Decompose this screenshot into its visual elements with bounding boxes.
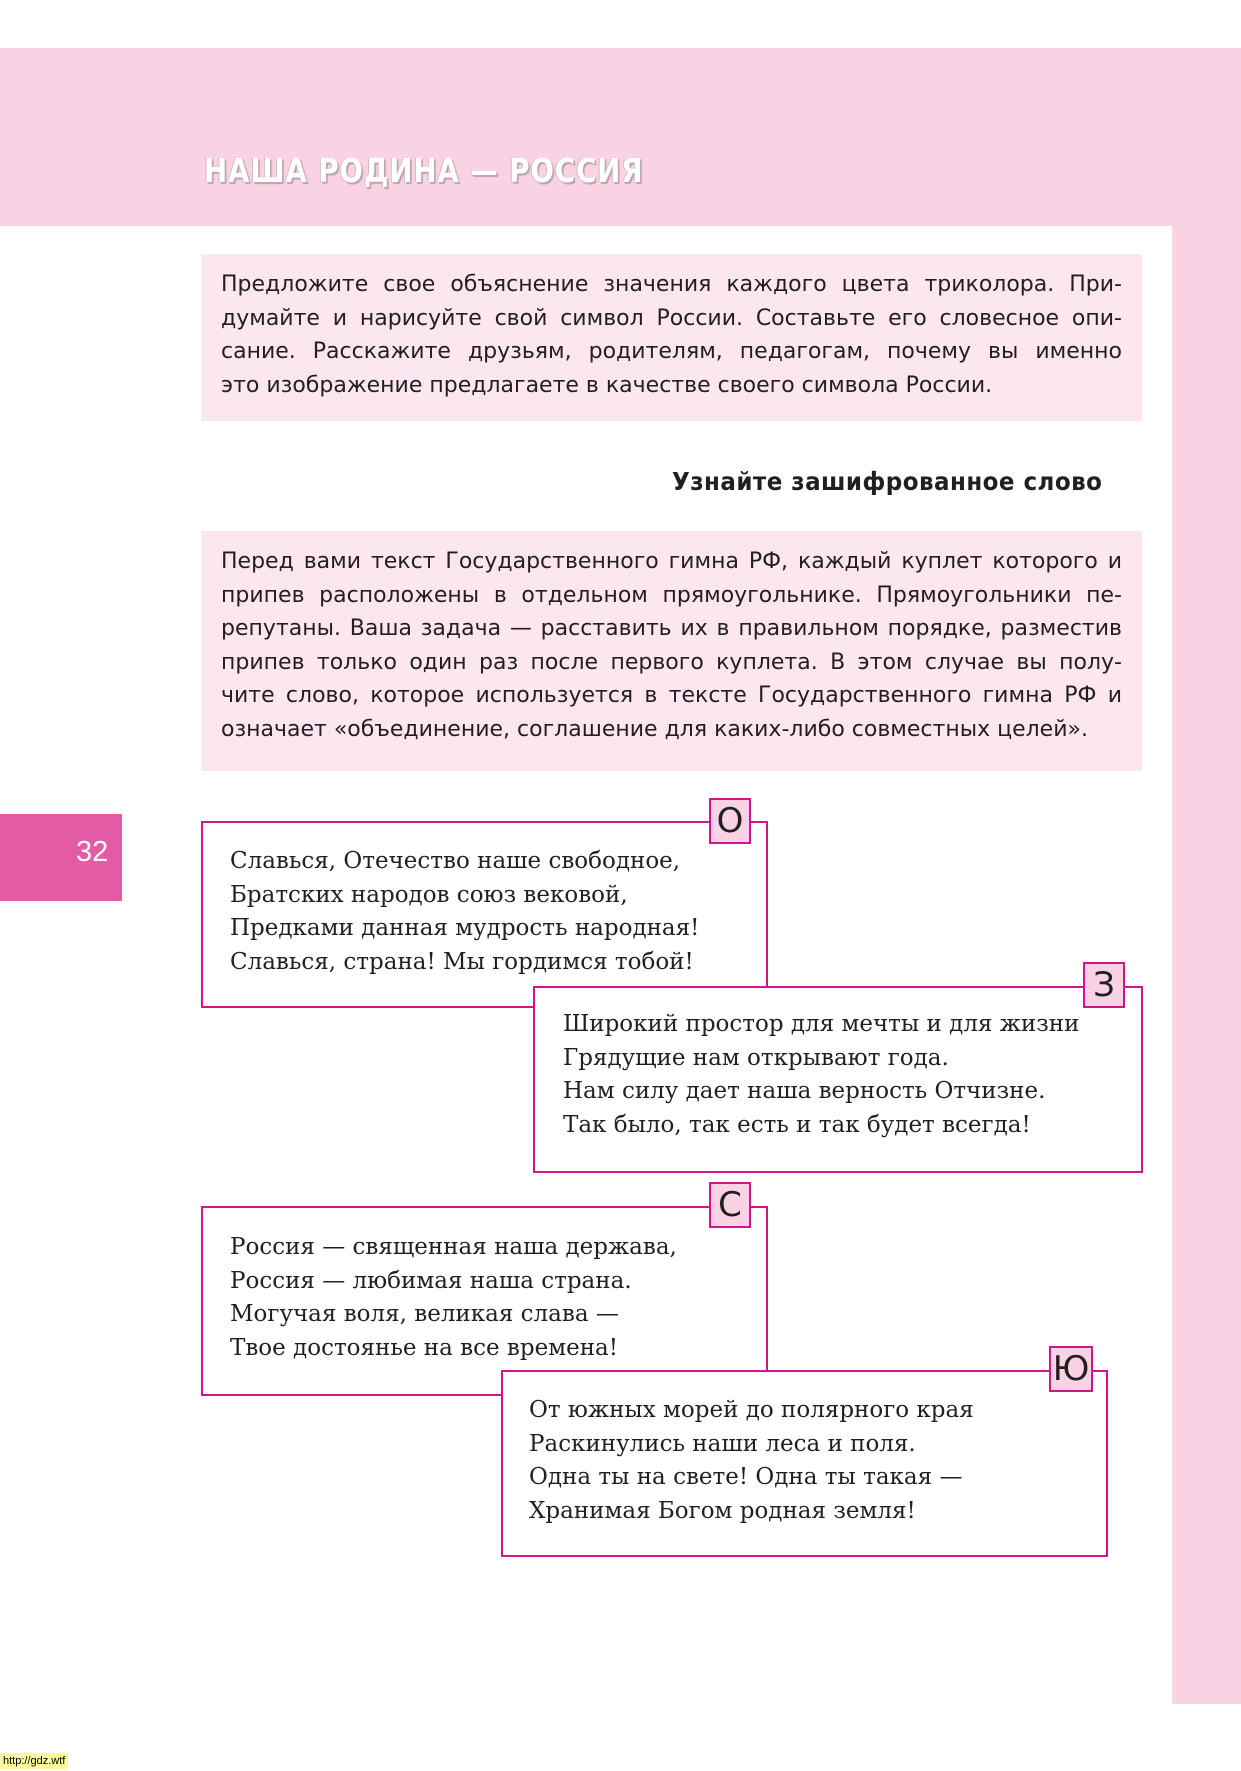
verse-box-s [201, 1206, 768, 1396]
watermark-link[interactable]: http://gdz.wtf [0, 1753, 68, 1769]
task-line: это изображение предлагаете в качестве своего символа России. [221, 372, 993, 398]
task-line: Перед вами текст Государственного гимна РФ, каждый куплет которого и [221, 549, 1122, 574]
page-number: 32 [76, 836, 109, 868]
letter-badge-o: О [709, 798, 751, 844]
verse-line: Твое достоянье на все времена! [230, 1334, 618, 1361]
page-title: НАША РОДИНА — РОССИЯ [204, 151, 644, 190]
section-heading: Узнайте зашифрованное слово [672, 467, 1103, 496]
verse-line: Россия — любимая наша страна. [230, 1267, 632, 1294]
task-line: думайте и нарисуйте свой символ России. Составьте его словесное опи- [221, 305, 1122, 331]
task-line: Предложите свое объяснение значения каждого цвета триколора. При- [221, 272, 1122, 297]
verse-line: Могучая воля, великая слава — [230, 1301, 619, 1327]
verse-line: Так было, так есть и так будет всегда! [563, 1111, 1031, 1138]
verse-line: Грядущие нам открывают года. [563, 1044, 949, 1071]
verse-box-o [201, 821, 768, 1008]
verse-line: От южных морей до полярного края [529, 1397, 974, 1423]
verse-line: Россия — священная наша держава, [230, 1234, 677, 1260]
verse-line: Славься, страна! Мы гордимся тобой! [230, 948, 694, 975]
task-line: припев расположены в отдельном прямоугольнике. Прямоугольники пе- [221, 582, 1122, 608]
verse-line: Славься, Отечество наше свободное, [230, 848, 681, 874]
verse-line: Братских народов союз вековой, [230, 881, 628, 908]
verse-line: Нам силу дает наша верность Отчизне. [563, 1078, 1046, 1104]
task-line: сание. Расскажите друзьям, родителям, педагогам, почему вы именно [221, 339, 1122, 364]
task-line: репутаны. Ваша задача — расставить их в правильном порядке, разместив [221, 616, 1122, 641]
verse-box-z [533, 986, 1143, 1173]
side-band [1172, 226, 1241, 1704]
puzzle-instructions-box [201, 531, 1142, 771]
verse-box-yu [501, 1370, 1108, 1557]
verse-line: Предками данная мудрость народная! [230, 915, 700, 941]
verse-line: Хранимая Богом родная земля! [529, 1497, 916, 1524]
verse-line: Широкий простор для мечты и для жизни [563, 1011, 1080, 1037]
task-line: припев только один раз после первого куплета. В этом случае вы полу- [221, 649, 1122, 675]
letter-badge-z: З [1083, 962, 1125, 1008]
letter-badge-s: С [709, 1182, 751, 1228]
verse-line: Раскинулись наши леса и поля. [529, 1430, 916, 1457]
task-line: означает «объединение, соглашение для каких-либо совместных целей». [221, 716, 1088, 742]
task-line: чите слово, которое используется в тексте Государственного гимна РФ и [221, 683, 1122, 708]
letter-badge-yu: Ю [1049, 1346, 1093, 1392]
task-instructions-box [201, 254, 1142, 421]
verse-line: Одна ты на свете! Одна ты такая — [529, 1464, 963, 1490]
header-band [0, 48, 1241, 226]
